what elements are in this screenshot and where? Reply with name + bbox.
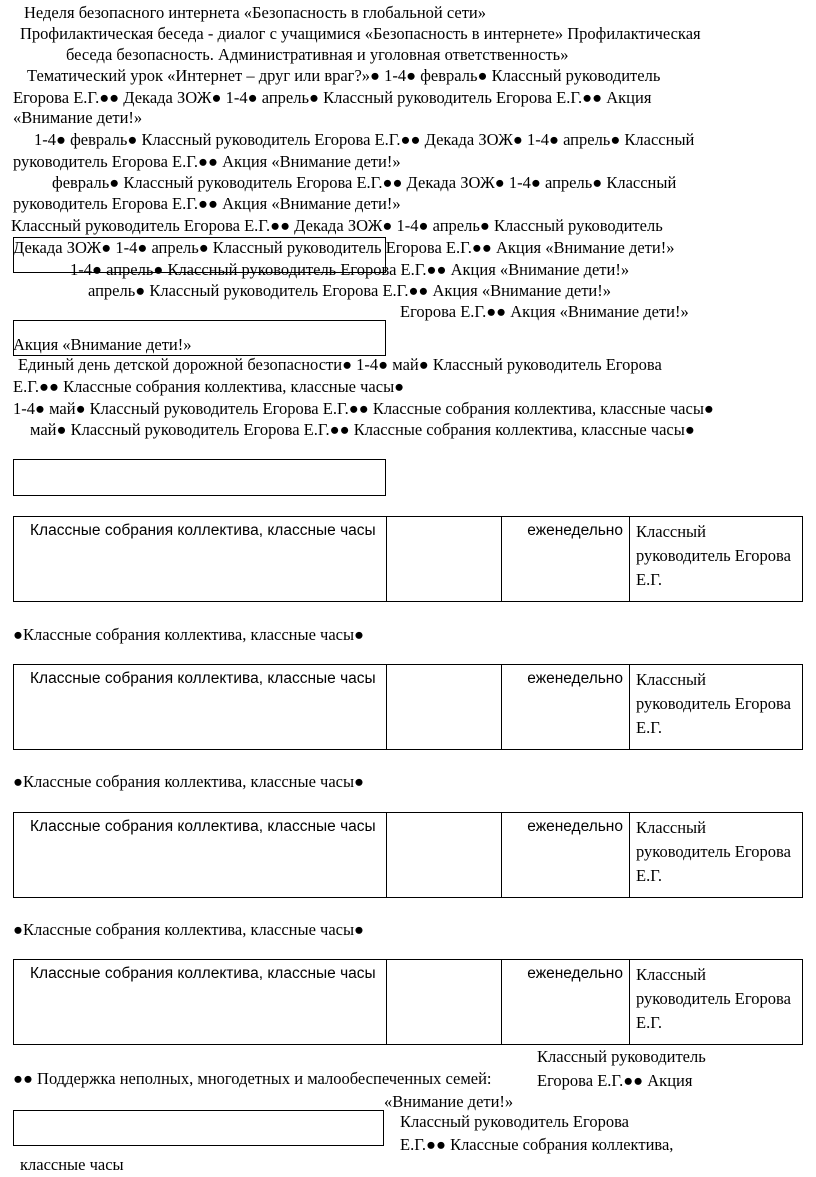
events-table <box>13 812 803 898</box>
responsible-cell: Классный руководитель Егорова Е.Г. <box>630 665 803 750</box>
text-line: февраль● Классный руководитель Егорова Е.Г.●● Декада ЗОЖ● 1-4● апрель● Классный <box>52 173 677 192</box>
text-line: май● Классный руководитель Егорова Е.Г.●● Классные собрания коллектива, классные часы● <box>30 420 695 439</box>
empty-frame <box>13 459 386 496</box>
text-line: руководитель Егорова Е.Г.●● Акция «Внимание дети!» <box>13 194 401 213</box>
responsible-cell: Классный руководитель Егорова Е.Г. <box>630 813 803 898</box>
events-table <box>13 516 803 602</box>
events-table <box>13 664 803 750</box>
empty-frame <box>13 1110 384 1146</box>
caption-line: ●Классные собрания коллектива, классные часы● <box>13 772 365 791</box>
text-line: беседа безопасность. Административная и уголовная ответственность» <box>66 45 569 64</box>
text-line: 1-4● май● Классный руководитель Егорова Е.Г.●● Классные собрания коллектива, классные часы● <box>13 399 714 418</box>
grade-cell <box>387 517 502 602</box>
text-line: 1-4● апрель● Классный руководитель Егорова Е.Г.●● Акция «Внимание дети!» <box>70 260 630 279</box>
grade-cell <box>387 813 502 898</box>
responsible-cell: Классный руководитель Егорова Е.Г. <box>630 517 803 602</box>
text-line: Акция «Внимание дети!» <box>13 335 192 354</box>
text-line: Е.Г.●● Классные собрания коллектива, <box>400 1135 674 1154</box>
text-line: Классный руководитель Егорова <box>400 1112 629 1131</box>
caption-line: ●Классные собрания коллектива, классные часы● <box>13 920 365 939</box>
grade-cell <box>387 665 502 750</box>
grade-cell <box>387 960 502 1045</box>
responsible-cell: Классный руководитель Егорова Е.Г. <box>630 960 803 1045</box>
text-line: Декада ЗОЖ● 1-4● апрель● Классный руководитель Егорова Е.Г.●● Акция «Внимание дети!» <box>13 238 675 257</box>
text-line: Е.Г.●● Классные собрания коллектива, классные часы● <box>13 377 405 396</box>
event-cell: Классные собрания коллектива, классные часы <box>14 517 387 602</box>
text-line: руководитель Егорова Е.Г.●● Акция «Внимание дети!» <box>13 152 401 171</box>
text-line: апрель● Классный руководитель Егорова Е.Г.●● Акция «Внимание дети!» <box>88 281 612 300</box>
text-line: «Внимание дети!» <box>384 1092 514 1111</box>
table-row <box>14 665 803 750</box>
text-line: 1-4● февраль● Классный руководитель Егорова Е.Г.●● Декада ЗОЖ● 1-4● апрель● Классный <box>34 130 695 149</box>
events-table <box>13 959 803 1045</box>
text-line: Классный руководитель <box>537 1047 706 1066</box>
text-line: Егорова Е.Г.●● Декада ЗОЖ● 1-4● апрель● Классный руководитель Егорова Е.Г.●● Акция <box>13 88 652 107</box>
table-row <box>14 813 803 898</box>
text-line: Классный руководитель Егорова Е.Г.●● Декада ЗОЖ● 1-4● апрель● Классный руководитель <box>11 216 663 235</box>
frequency-cell: еженедельно <box>502 665 630 750</box>
frequency-cell: еженедельно <box>502 813 630 898</box>
text-line: Профилактическая беседа - диалог с учащимися «Безопасность в интернете» Профилактическая <box>20 24 701 43</box>
event-cell: Классные собрания коллектива, классные часы <box>14 813 387 898</box>
caption-line: ●Классные собрания коллектива, классные часы● <box>13 625 365 644</box>
frequency-cell: еженедельно <box>502 517 630 602</box>
event-cell: Классные собрания коллектива, классные часы <box>14 665 387 750</box>
text-line: Егорова Е.Г.●● Акция <box>537 1071 693 1090</box>
table-row <box>14 960 803 1045</box>
text-line: Тематический урок «Интернет – друг или враг?»● 1-4● февраль● Классный руководитель <box>27 66 661 85</box>
table-row <box>14 517 803 602</box>
frequency-cell: еженедельно <box>502 960 630 1045</box>
text-line: «Внимание дети!» <box>13 108 143 127</box>
support-line: ●● Поддержка неполных, многодетных и малообеспеченных семей: <box>13 1069 492 1088</box>
text-line: классные часы <box>20 1155 124 1174</box>
text-line: Егорова Е.Г.●● Акция «Внимание дети!» <box>400 302 689 321</box>
text-line: Единый день детской дорожной безопасности● 1-4● май● Классный руководитель Егорова <box>18 355 662 374</box>
text-line: Неделя безопасного интернета «Безопасность в глобальной сети» <box>24 3 487 22</box>
event-cell: Классные собрания коллектива, классные часы <box>14 960 387 1045</box>
